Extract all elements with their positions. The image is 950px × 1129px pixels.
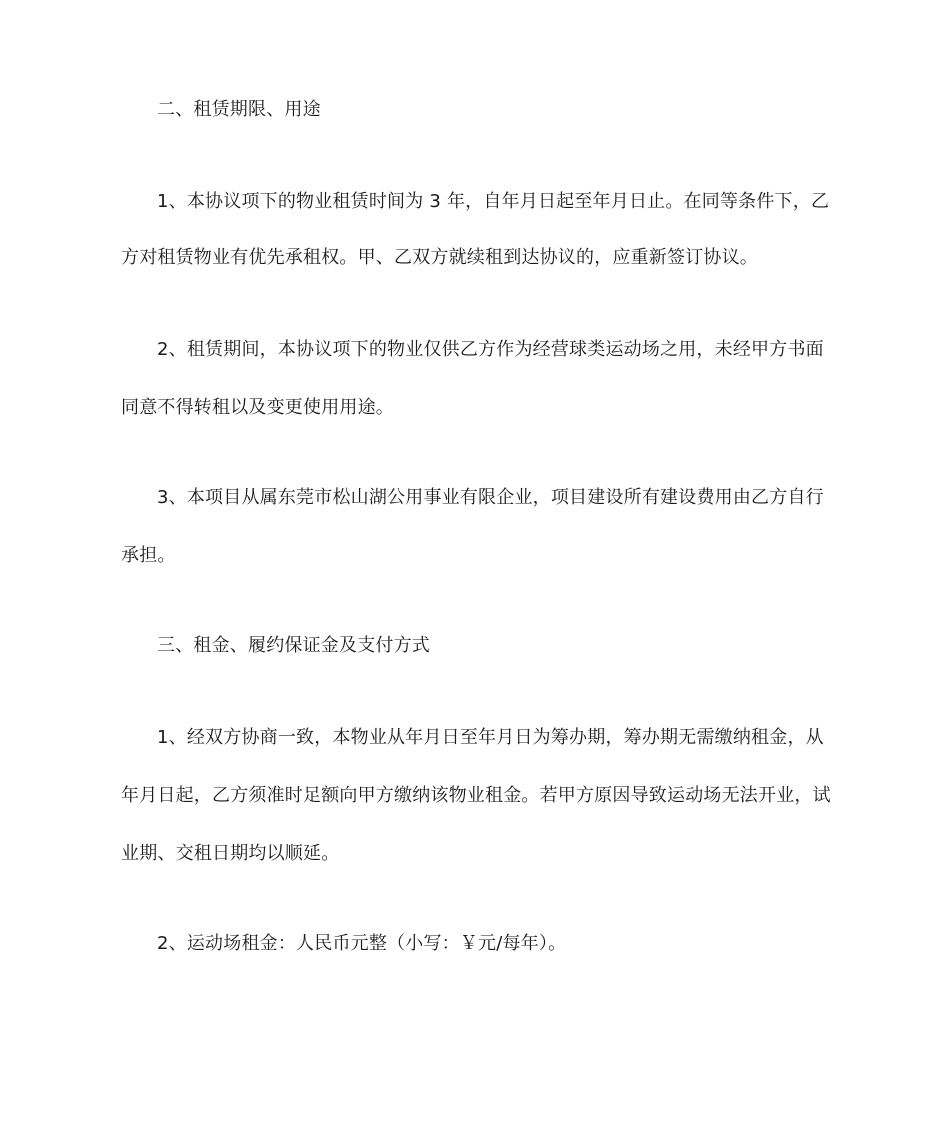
paragraph-line: 2、运动场租金：人民币元整（小写：￥元/每年）。 [157, 933, 567, 954]
paragraph-line: 1、经双方协商一致，本物业从年月日至年月日为筹办期，筹办期无需缴纳租金，从 [157, 727, 824, 748]
paragraph-line: 3、本项目从属东莞市松山湖公用事业有限企业，项目建设所有建设费用由乙方自行 [157, 487, 824, 508]
paragraph-line: 同意不得转租以及变更使用用途。 [121, 397, 394, 418]
paragraph-line: 1、本协议项下的物业租赁时间为 3 年，自年月日起至年月日止。在同等条件下，乙 [157, 191, 830, 212]
paragraph-line: 方对租赁物业有优先承租权。甲、乙双方就续租到达协议的，应重新签订协议。 [121, 247, 758, 268]
paragraph-line: 年月日起，乙方须准时足额向甲方缴纳该物业租金。若甲方原因导致运动场无法开业，试 [121, 785, 831, 806]
paragraph-line: 业期、交租日期均以顺延。 [121, 843, 340, 864]
section-heading-rent: 三、租金、履约保证金及支付方式 [157, 635, 430, 656]
paragraph-line: 承担。 [121, 545, 176, 566]
paragraph-line: 2、租赁期间，本协议项下的物业仅供乙方作为经营球类运动场之用，未经甲方书面 [157, 339, 824, 360]
section-heading-lease-term: 二、租赁期限、用途 [157, 99, 321, 120]
